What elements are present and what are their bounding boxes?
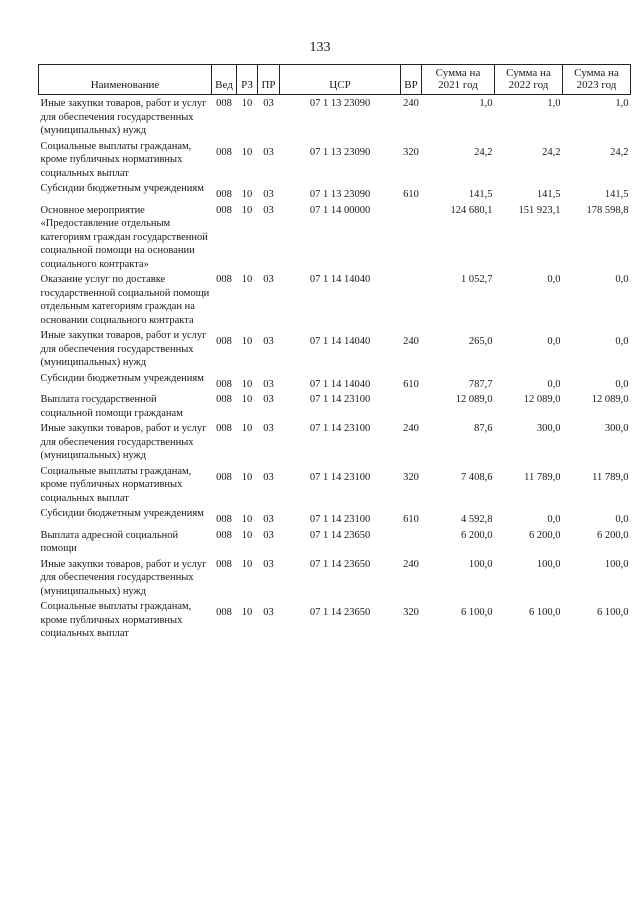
row-rz: 10 xyxy=(241,394,253,405)
row-sum-2023: 178 598,8 xyxy=(586,204,629,216)
row-name: Иные закупки товаров, работ и услуг для обеспечения государственных (муниципальных) нужд xyxy=(40,98,207,136)
row-ved: 008 xyxy=(216,529,232,541)
table-row xyxy=(39,598,631,641)
row-vr: 240 xyxy=(403,98,419,109)
row-sum-2023: 0,0 xyxy=(615,336,629,347)
row-sum-2021: 141,5 xyxy=(468,189,493,200)
row-sum-2023: 24,2 xyxy=(610,146,629,158)
table-row xyxy=(39,391,631,420)
row-csr: 07 1 14 23100 xyxy=(309,423,371,434)
row-sum-2021: 1,0 xyxy=(479,98,493,109)
row-sum-2022: 0,0 xyxy=(547,336,561,347)
row-pr: 03 xyxy=(263,607,274,618)
row-vr xyxy=(401,391,422,420)
row-rz: 10 xyxy=(241,423,253,434)
row-pr: 03 xyxy=(263,189,274,200)
row-name: Иные закупки товаров, работ и услуг для обеспечения государственных (муниципальных) нужд xyxy=(40,330,207,368)
row-vr: 610 xyxy=(403,514,419,525)
row-vr: 240 xyxy=(403,336,419,347)
row-pr: 03 xyxy=(263,98,274,109)
row-sum-2023: 141,5 xyxy=(604,189,629,200)
row-rz: 10 xyxy=(241,378,253,390)
row-ved: 008 xyxy=(216,189,232,200)
row-sum-2022: 151 923,1 xyxy=(518,204,561,216)
table-row xyxy=(39,463,631,506)
row-csr: 07 1 14 14040 xyxy=(309,274,371,285)
row-sum-2023: 6 100,0 xyxy=(597,607,629,618)
row-sum-2021: 6 200,0 xyxy=(461,529,493,541)
row-name: Социальные выплаты гражданам, кроме публичных нормативных социальных выплат xyxy=(40,465,192,504)
row-ved: 008 xyxy=(216,558,232,570)
row-sum-2021: 4 592,8 xyxy=(461,514,493,525)
row-sum-2023: 0,0 xyxy=(615,274,629,285)
row-ved: 008 xyxy=(216,274,232,285)
row-sum-2022: 11 789,0 xyxy=(524,471,561,483)
row-sum-2022: 12 089,0 xyxy=(523,394,561,405)
row-pr: 03 xyxy=(263,471,274,483)
header-sum-2022: Сумма на 2022 год xyxy=(495,65,563,95)
table-row xyxy=(39,327,631,370)
row-vr: 240 xyxy=(403,558,419,570)
table-row xyxy=(39,202,631,272)
row-ved: 008 xyxy=(216,607,232,618)
row-sum-2023: 100,0 xyxy=(604,558,629,570)
row-sum-2021: 1 052,7 xyxy=(461,274,493,285)
row-sum-2021: 100,0 xyxy=(468,558,493,570)
row-sum-2023: 12 089,0 xyxy=(591,394,629,405)
row-sum-2022: 6 100,0 xyxy=(529,607,561,618)
header-rz: РЗ xyxy=(237,65,258,95)
row-rz: 10 xyxy=(241,274,253,285)
row-sum-2022: 24,2 xyxy=(542,146,561,158)
row-rz: 10 xyxy=(241,514,253,525)
table-row xyxy=(39,271,631,327)
row-sum-2023: 11 789,0 xyxy=(592,471,629,483)
row-name: Субсидии бюджетным учреждениям xyxy=(40,183,204,194)
row-sum-2022: 0,0 xyxy=(547,514,561,525)
table-row xyxy=(39,556,631,599)
row-name: Выплата государственной социальной помощи гражданам xyxy=(40,394,183,419)
header-csr: ЦСР xyxy=(280,65,401,95)
row-name: Социальные выплаты гражданам, кроме публичных нормативных социальных выплат xyxy=(40,140,192,179)
row-csr: 07 1 14 00000 xyxy=(309,204,371,216)
row-csr: 07 1 14 14040 xyxy=(309,336,371,347)
row-sum-2021: 12 089,0 xyxy=(455,394,493,405)
row-name: Выплата адресной социальной помощи xyxy=(40,529,179,554)
row-name: Основное мероприятие «Предоставление отдельным категориям граждан государственной социальной помощи на основании социального контракта» xyxy=(40,204,208,270)
row-sum-2021: 6 100,0 xyxy=(461,607,493,618)
row-sum-2022: 1,0 xyxy=(547,98,561,109)
row-rz: 10 xyxy=(241,98,253,109)
row-name: Субсидии бюджетным учреждениям xyxy=(40,508,204,519)
row-name: Оказание услуг по доставке государственной социальной помощи отдельным категориям граждан на основании социального контракта xyxy=(40,274,210,326)
row-name: Иные закупки товаров, работ и услуг для обеспечения государственных (муниципальных) нужд xyxy=(40,558,207,597)
table-row xyxy=(39,180,631,202)
row-pr: 03 xyxy=(263,336,274,347)
row-sum-2021: 787,7 xyxy=(468,378,493,390)
row-rz: 10 xyxy=(241,471,253,483)
row-rz: 10 xyxy=(241,146,253,158)
row-pr: 03 xyxy=(263,529,274,541)
table-header-row xyxy=(39,65,631,95)
header-vr: ВР xyxy=(401,65,422,95)
row-ved: 008 xyxy=(216,378,232,390)
table-row xyxy=(39,420,631,463)
table-row xyxy=(39,505,631,527)
budget-table xyxy=(38,64,631,641)
row-sum-2023: 0,0 xyxy=(615,378,629,390)
row-sum-2022: 0,0 xyxy=(547,274,561,285)
page-number: 133 xyxy=(309,40,331,55)
row-rz: 10 xyxy=(241,607,253,618)
header-sum-2021: Сумма на 2021 год xyxy=(422,65,495,95)
table-row xyxy=(39,370,631,392)
row-sum-2021: 124 680,1 xyxy=(450,204,493,216)
row-name: Субсидии бюджетным учреждениям xyxy=(40,372,204,384)
table-row xyxy=(39,527,631,556)
row-sum-2022: 300,0 xyxy=(536,423,561,434)
row-ved: 008 xyxy=(216,514,232,525)
row-sum-2022: 0,0 xyxy=(547,378,561,390)
row-ved: 008 xyxy=(216,146,232,158)
row-ved: 008 xyxy=(216,98,232,109)
row-sum-2022: 6 200,0 xyxy=(529,529,561,541)
row-csr: 07 1 14 23100 xyxy=(309,514,371,525)
row-csr: 07 1 14 14040 xyxy=(309,378,371,390)
row-sum-2023: 0,0 xyxy=(615,514,629,525)
row-vr: 320 xyxy=(403,146,419,158)
row-rz: 10 xyxy=(241,529,253,541)
row-sum-2023: 300,0 xyxy=(604,423,629,434)
row-sum-2022: 100,0 xyxy=(536,558,561,570)
row-rz: 10 xyxy=(241,204,253,216)
row-pr: 03 xyxy=(263,146,274,158)
row-name: Социальные выплаты гражданам, кроме публичных нормативных социальных выплат xyxy=(40,601,192,639)
row-sum-2021: 265,0 xyxy=(468,336,493,347)
row-pr: 03 xyxy=(263,204,274,216)
row-sum-2021: 24,2 xyxy=(474,146,493,158)
row-csr: 07 1 14 23650 xyxy=(309,529,371,541)
row-pr: 03 xyxy=(263,394,274,405)
table-row xyxy=(39,95,631,138)
row-rz: 10 xyxy=(241,189,253,200)
row-rz: 10 xyxy=(241,558,253,570)
row-rz: 10 xyxy=(241,336,253,347)
row-name: Иные закупки товаров, работ и услуг для обеспечения государственных (муниципальных) нужд xyxy=(40,423,207,461)
row-pr: 03 xyxy=(263,514,274,525)
row-pr: 03 xyxy=(263,274,274,285)
row-vr xyxy=(401,271,422,327)
row-ved: 008 xyxy=(216,204,232,216)
row-vr: 610 xyxy=(403,189,419,200)
row-vr: 320 xyxy=(403,607,419,618)
row-ved: 008 xyxy=(216,336,232,347)
row-csr: 07 1 13 23090 xyxy=(309,189,371,200)
row-pr: 03 xyxy=(263,423,274,434)
row-csr: 07 1 14 23100 xyxy=(309,471,371,483)
row-sum-2023: 1,0 xyxy=(615,98,629,109)
row-vr xyxy=(401,202,422,272)
row-ved: 008 xyxy=(216,423,232,434)
row-vr: 240 xyxy=(403,423,419,434)
row-ved: 008 xyxy=(216,394,232,405)
row-csr: 07 1 14 23650 xyxy=(309,607,371,618)
row-csr: 07 1 14 23100 xyxy=(309,394,371,405)
row-vr: 320 xyxy=(403,471,419,483)
row-sum-2023: 6 200,0 xyxy=(597,529,629,541)
table-row xyxy=(39,138,631,181)
row-pr: 03 xyxy=(263,378,274,390)
row-pr: 03 xyxy=(263,558,274,570)
row-csr: 07 1 13 23090 xyxy=(309,98,371,109)
row-sum-2022: 141,5 xyxy=(536,189,561,200)
header-sum-2023: Сумма на 2023 год xyxy=(563,65,631,95)
row-sum-2021: 7 408,6 xyxy=(461,471,493,483)
row-sum-2021: 87,6 xyxy=(474,423,493,434)
header-name: Наименование xyxy=(39,65,212,95)
header-ved: Вед xyxy=(212,65,237,95)
row-csr: 07 1 14 23650 xyxy=(309,558,371,570)
row-vr xyxy=(401,527,422,556)
row-csr: 07 1 13 23090 xyxy=(309,146,371,158)
row-ved: 008 xyxy=(216,471,232,483)
header-pr: ПР xyxy=(258,65,280,95)
row-vr: 610 xyxy=(403,378,419,390)
